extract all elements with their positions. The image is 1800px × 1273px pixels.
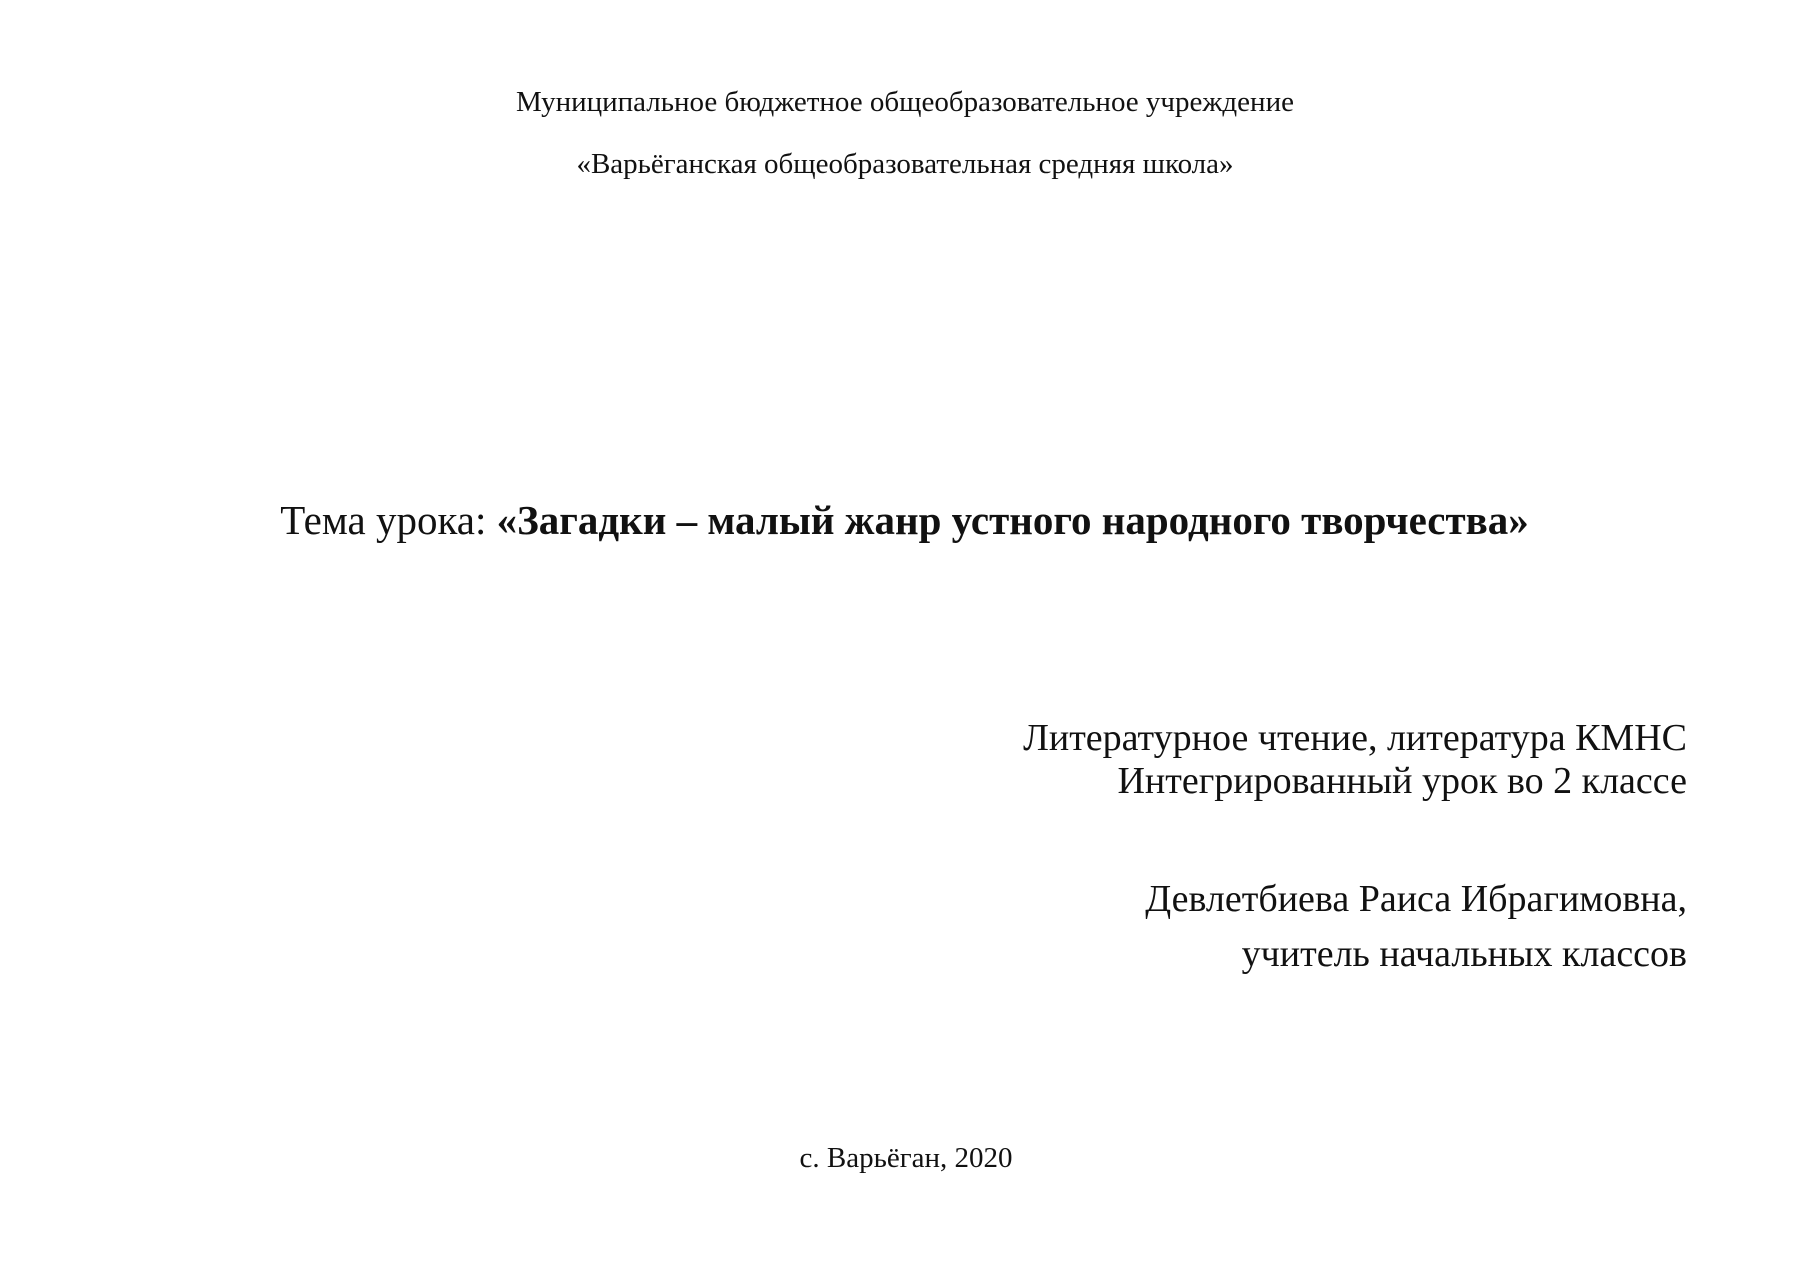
author-position: учитель начальных классов <box>1241 933 1687 975</box>
organization-name-line1: Муниципальное бюджетное общеобразовательное учреждение <box>516 86 1294 118</box>
place-and-year: с. Варьёган, 2020 <box>799 1142 1013 1174</box>
lesson-topic <box>0 497 1800 543</box>
topic-prefix: Тема урока: <box>280 497 497 543</box>
school-name-line2: «Варьёганская общеобразовательная средняя школа» <box>576 148 1234 180</box>
author-name: Девлетбиева Раиса Ибрагимовна, <box>1145 878 1687 920</box>
topic-title: «Загадки – малый жанр устного народного творчества» <box>496 497 1529 543</box>
lesson-subject: Литературное чтение, литература КМНС <box>1023 717 1687 759</box>
lesson-type: Интегрированный урок во 2 классе <box>1117 760 1687 802</box>
